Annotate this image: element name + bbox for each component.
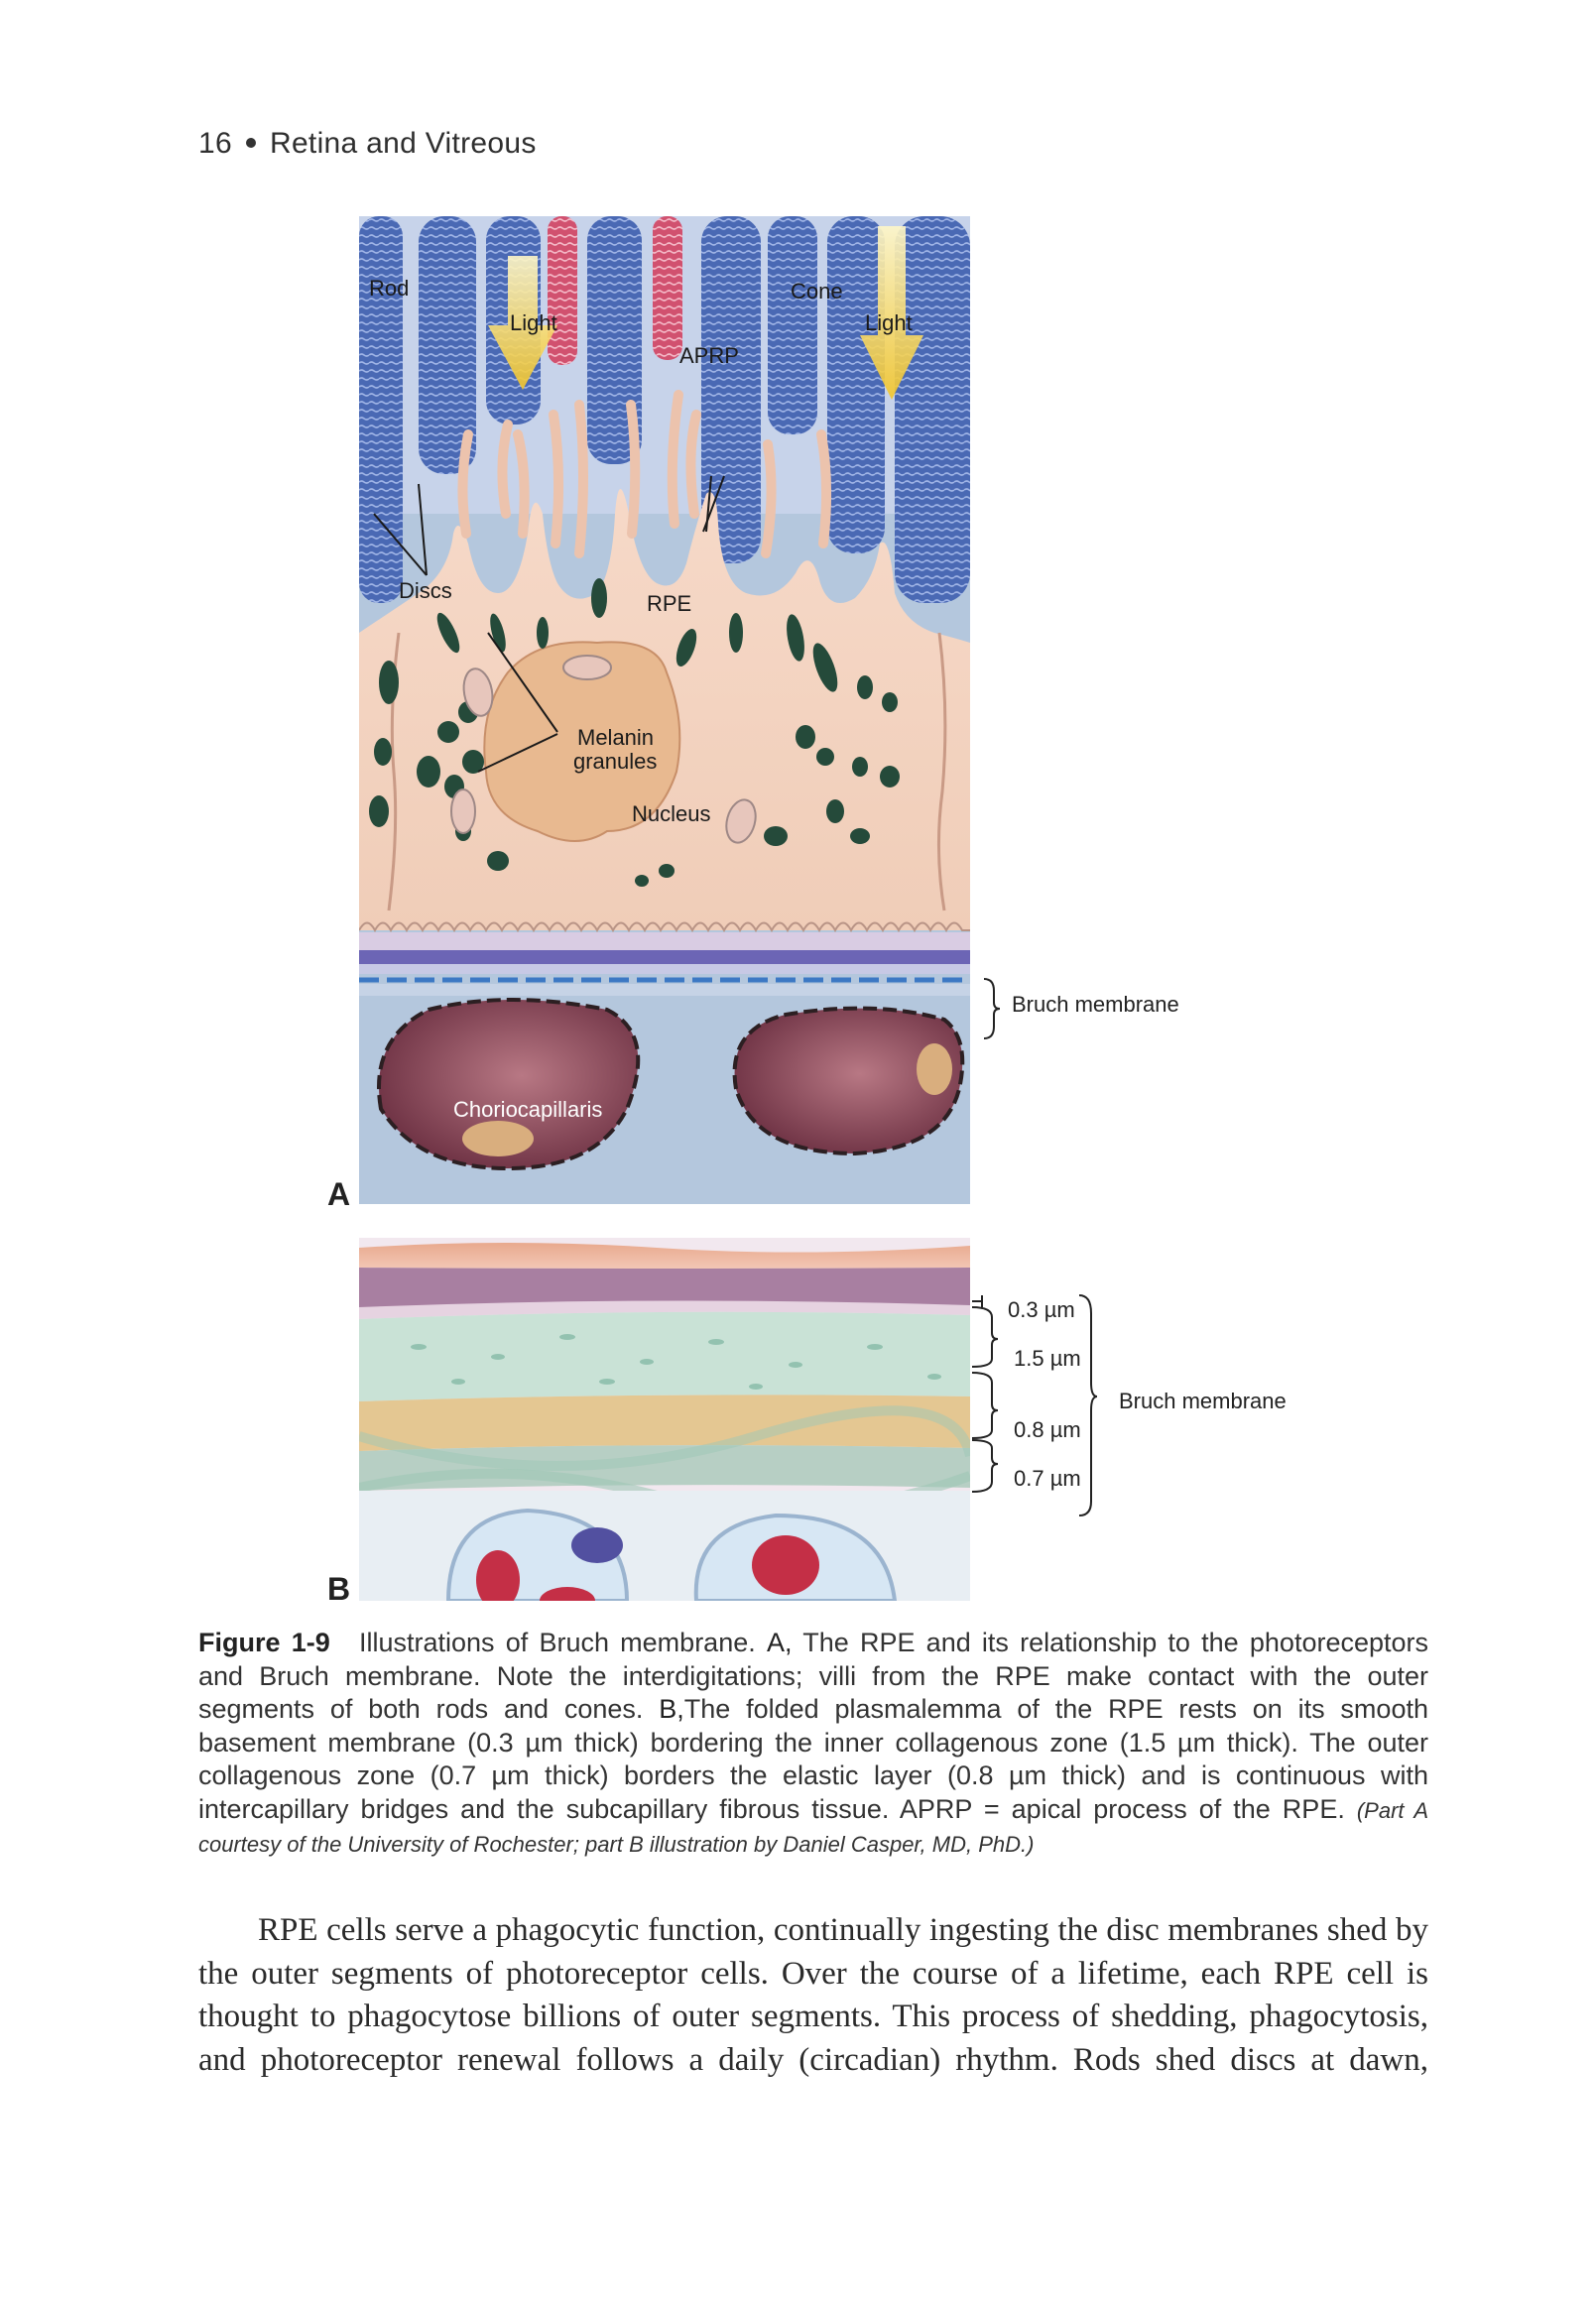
label-bruch-membrane-b: Bruch membrane: [1119, 1389, 1287, 1413]
body-text: [198, 1909, 1428, 2082]
running-header: [198, 127, 537, 161]
figure-caption: [198, 1627, 1428, 1862]
label-aprp: APRP: [679, 343, 739, 368]
label-cone: Cone: [791, 279, 843, 303]
caption-part-a-text: The RPE and its relationship to the photoreceptors and Bruch membrane. Note the interdigitations; villi from the RPE make contact with the outer segments of both rods and cones.: [198, 1628, 1429, 1724]
figure-number: Figure 1-9: [198, 1628, 330, 1657]
label-nucleus: Nucleus: [632, 801, 711, 826]
label-bruch-membrane-a: Bruch membrane: [1012, 992, 1179, 1017]
label-rpe: RPE: [647, 591, 692, 616]
running-title: Retina and Vitreous: [269, 127, 537, 160]
body-paragraph: RPE cells serve a phagocytic function, continually ingesting the disc membranes shed by the outer segments of photoreceptor cells. Over the course of a lifetime, each RPE cell is thought to phagocytose billions of outer segments. This process of shedding, phagocytosis, and photoreceptor renewal follows a daily (circadian) rhythm. Rods shed discs at dawn,: [198, 1912, 1428, 2078]
panel-letter-a: A: [327, 1176, 351, 1212]
figure-b-illustration: [359, 1238, 970, 1601]
page-number: 16: [198, 127, 232, 160]
label-discs: Discs: [399, 578, 452, 603]
label-thickness-08: 0.8 µm: [1014, 1417, 1081, 1442]
panel-letter-b: B: [327, 1571, 351, 1607]
label-thickness-15: 1.5 µm: [1014, 1346, 1081, 1371]
caption-intro: Illustrations of Bruch membrane.: [358, 1628, 756, 1657]
bullet-separator: [246, 138, 256, 148]
caption-part-a-letter: A,: [766, 1628, 793, 1657]
label-melanin-2: granules: [573, 749, 658, 774]
label-rod: Rod: [369, 276, 410, 301]
label-light-left: Light: [510, 310, 557, 335]
label-melanin-1: Melanin: [577, 725, 655, 750]
label-choriocapillaris: Choriocapillaris: [453, 1097, 603, 1122]
figure-a-illustration: [359, 216, 970, 1204]
label-thickness-07: 0.7 µm: [1014, 1466, 1081, 1491]
label-thickness-03: 0.3 µm: [1008, 1297, 1075, 1322]
caption-credit: (Part A courtesy of the University of Rochester; part B illustration by Daniel Casper, MD, PhD.): [198, 1797, 1428, 1857]
label-light-right: Light: [865, 310, 913, 335]
caption-part-b-letter: B,: [659, 1694, 684, 1724]
caption-part-b-text: The folded plasmalemma of the RPE rests on its smooth basement membrane (0.3 µm thick) bordering the inner collagenous zone (1.5 µm thick). The outer collagenous zone (0.7 µm thick) borders the elastic layer (0.8 µm thick) and is continuous with intercapillary bridges and the subcapillary fibrous tissue. APRP = apical process of the RPE.: [198, 1694, 1428, 1824]
